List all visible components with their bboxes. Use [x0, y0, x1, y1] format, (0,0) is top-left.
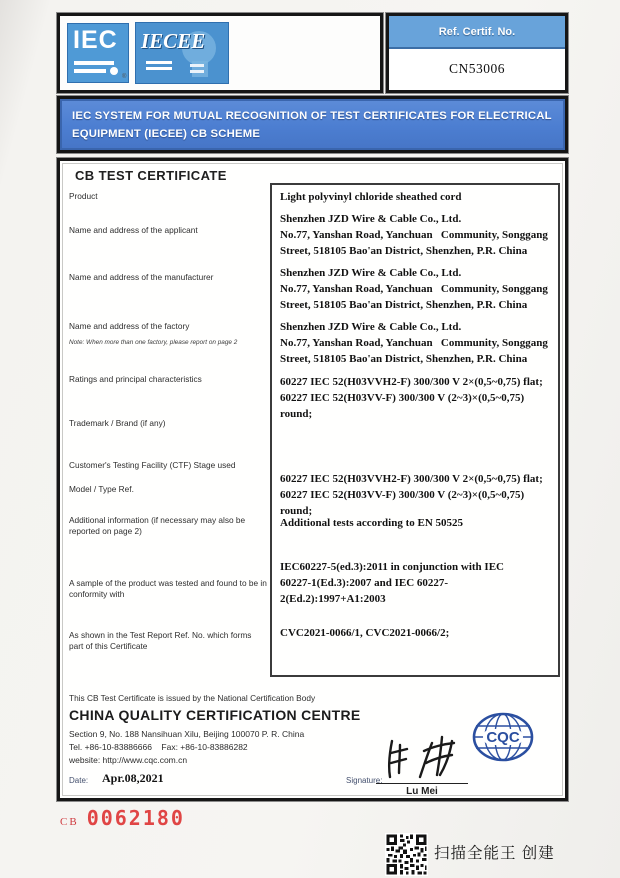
label-test-report: As shown in the Test Report Ref. No. which forms part of this Certificate	[69, 630, 252, 652]
value-applicant-addr1: No.77, Yanshan Road, Yanchuan Community, Songgang	[280, 229, 548, 241]
ncb-fax: Fax: +86-10-83886282	[161, 742, 248, 752]
value-applicant-name: Shenzhen JZD Wire & Cable Co., Ltd.	[280, 213, 462, 225]
value-factory-addr1: No.77, Yanshan Road, Yanchuan Community, Songgang	[280, 337, 548, 349]
label-applicant: Name and address of the applicant	[69, 225, 198, 235]
ref-certif-box	[386, 13, 568, 93]
iec-logo	[67, 23, 129, 83]
signature-handwriting	[380, 733, 468, 786]
label-ratings: Ratings and principal characteristics	[69, 374, 202, 384]
signatory-name: Lu Mei	[406, 786, 438, 797]
value-manufacturer-addr1: No.77, Yanshan Road, Yanchuan Community, Songgang	[280, 283, 548, 295]
iec-logo-text: IEC	[73, 26, 118, 54]
value-ratings-2: 60227 IEC 52(H03VV-F) 300/300 V (2~3)×(0,5~0,75) round;	[280, 392, 527, 421]
iecee-logo	[135, 22, 229, 84]
ncb-tel-fax	[69, 742, 248, 752]
value-manufacturer-name: Shenzhen JZD Wire & Cable Co., Ltd.	[280, 267, 462, 279]
ncb-name: CHINA QUALITY CERTIFICATION CENTRE	[69, 707, 361, 723]
registered-mark: ®	[122, 74, 127, 80]
ref-certif-value: CN53006	[448, 60, 505, 76]
cb-stamp-number: 0062180	[86, 806, 185, 830]
ncb-tel: Tel. +86-10-83886666	[69, 742, 152, 752]
value-applicant-addr2: Street, 518105 Bao'an District, Shenzhen, P.R. China	[280, 245, 528, 257]
value-model-1: 60227 IEC 52(H03VVH2-F) 300/300 V 2×(0,5~0,75) flat;	[280, 473, 543, 485]
signature-line	[376, 783, 468, 784]
label-model-type: Model / Type Ref.	[69, 484, 134, 494]
qr-code	[385, 833, 428, 878]
value-test-report: CVC2021-0066/1, CVC2021-0066/2;	[280, 627, 450, 639]
ncb-website: website: http://www.cqc.com.cn	[69, 755, 188, 765]
iecee-logo-text: IECEE	[141, 29, 206, 53]
cb-number-stamp	[60, 806, 185, 830]
label-additional-info: Additional information (if necessary may also be reported on page 2)	[69, 515, 246, 537]
label-product: Product	[69, 191, 98, 201]
ncb-address: Section 9, No. 188 Nansihuan Xilu, Beijing 100070 P. R. China	[69, 729, 305, 739]
value-manufacturer-addr2: Street, 518105 Bao'an District, Shenzhen, P.R. China	[280, 299, 528, 311]
certificate-body	[57, 158, 568, 801]
value-ratings-1: 60227 IEC 52(H03VVH2-F) 300/300 V 2×(0,5~0,75) flat;	[280, 376, 543, 388]
cqc-logo-text: CQC	[486, 729, 520, 746]
value-factory-addr2: Street, 518105 Bao'an District, Shenzhen, P.R. China	[280, 353, 528, 365]
signature-label: Signature:	[346, 776, 383, 785]
label-conformity: A sample of the product was tested and found to be in conformity with	[69, 578, 267, 600]
value-factory-name: Shenzhen JZD Wire & Cable Co., Ltd.	[280, 321, 462, 333]
scheme-banner	[57, 96, 568, 153]
label-ctf-stage: Customer's Testing Facility (CTF) Stage used	[69, 460, 236, 470]
scanner-caption: 扫描全能王 创建	[434, 845, 555, 862]
ref-certif-header	[389, 16, 565, 49]
label-manufacturer: Name and address of the manufacturer	[69, 272, 214, 282]
label-trademark: Trademark / Brand (if any)	[69, 418, 166, 428]
certificate-title: CB TEST CERTIFICATE	[75, 168, 227, 183]
value-additional-info: Additional tests according to EN 50525	[280, 517, 464, 529]
values-box	[270, 183, 560, 677]
value-conformity-1: IEC60227-5(ed.3):2011 in conjunction with IEC	[280, 561, 504, 573]
cb-stamp-prefix: CB	[60, 816, 79, 828]
label-factory-note: Note: When more than one factory, please report on page 2	[69, 339, 238, 346]
value-product: Light polyvinyl chloride sheathed cord	[280, 191, 462, 203]
ref-certif-label: Ref. Certif. No.	[438, 25, 516, 38]
label-factory: Name and address of the factory	[69, 321, 190, 331]
value-conformity-2: 60227-1(Ed.3):2007 and IEC 60227-2(Ed.2):1997+A1:2003	[280, 577, 449, 606]
cqc-logo	[471, 711, 535, 768]
issued-by-line: This CB Test Certificate is issued by the National Certification Body	[69, 693, 316, 703]
scheme-banner-text: IEC SYSTEM FOR MUTUAL RECOGNITION OF TEST CERTIFICATES FOR ELECTRICAL EQUIPMENT (IECEE) CB SCHEME	[72, 110, 552, 141]
header-logo-box	[57, 13, 383, 93]
value-model-2: 60227 IEC 52(H03VV-F) 300/300 V (2~3)×(0,5~0,75) round;	[280, 489, 527, 518]
date-label: Date:	[69, 776, 89, 785]
date-value: Apr.08,2021	[102, 771, 164, 785]
